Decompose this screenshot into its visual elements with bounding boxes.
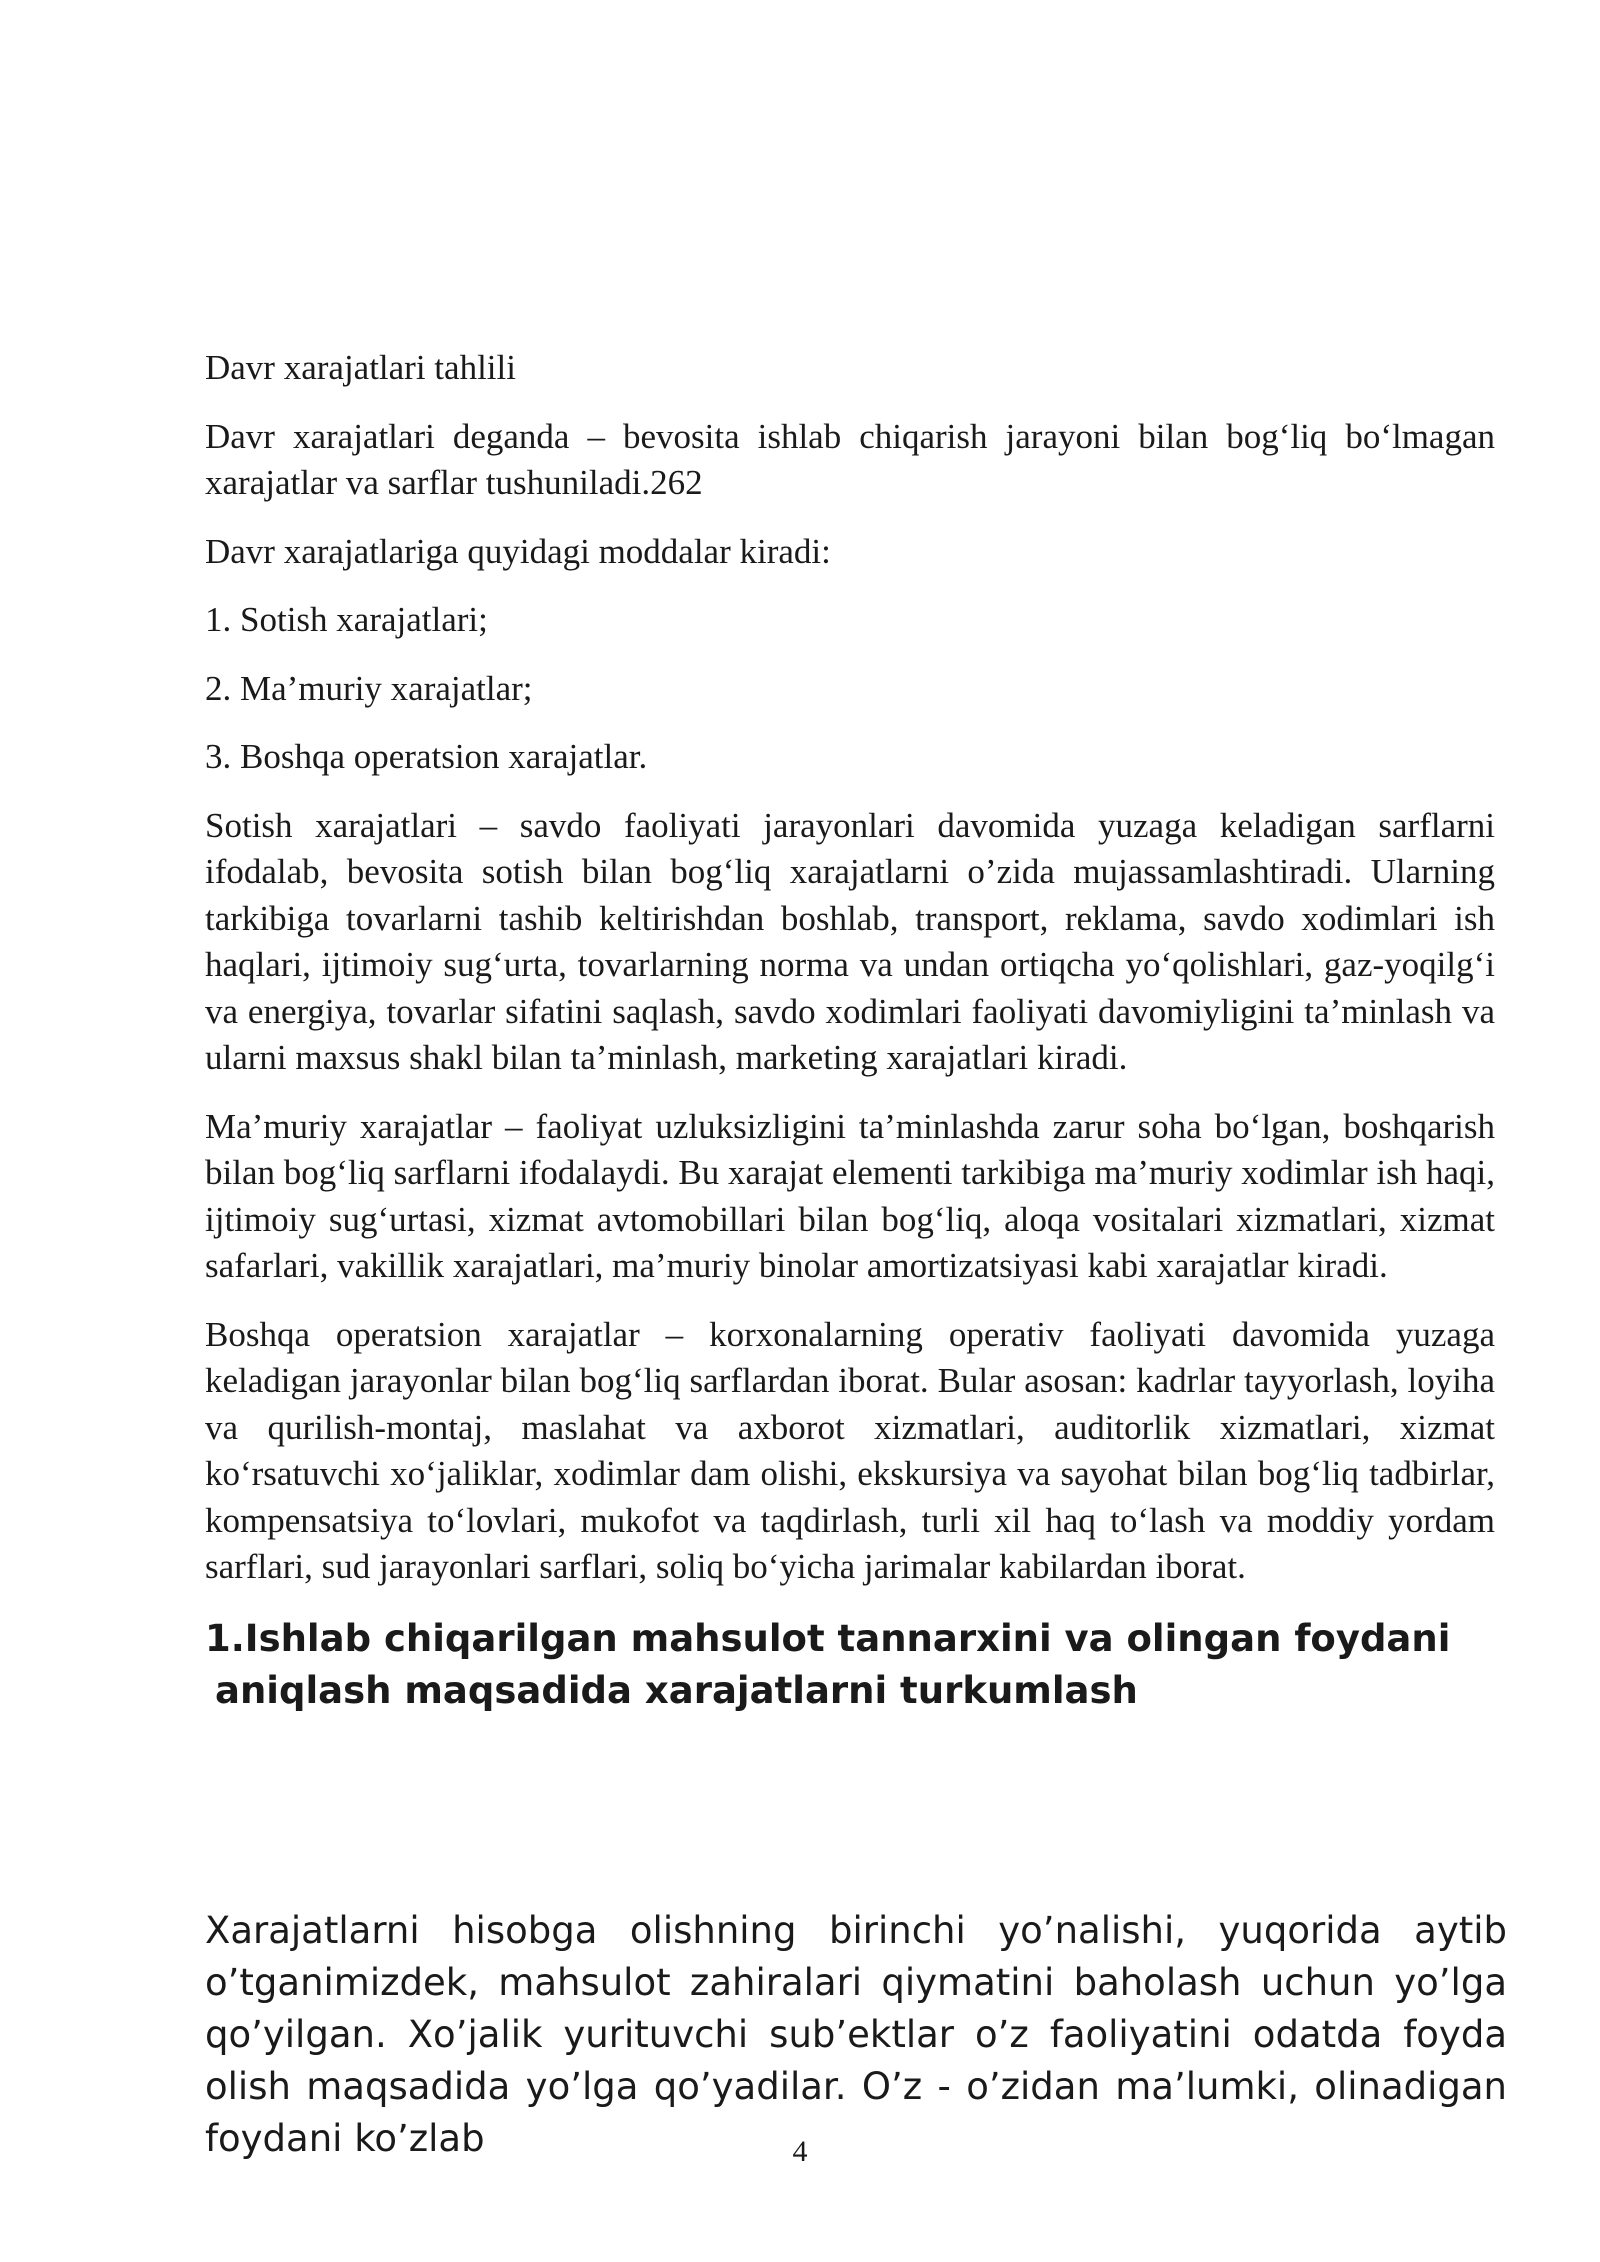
section-title: Davr xarajatlari tahlili [205,348,516,387]
list-intro: Davr xarajatlariga quyidagi moddalar kiradi: [205,531,831,571]
sales-expenses-paragraph: Sotish xarajatlari – savdo faoliyati jarayonlari davomida yuzaga keladigan sarflarni ifodalab, bevosita sotish bilan bog‘liq xarajatlarni o’zida mujassamlashtiradi. Ularning tarkibiga tovarlarni tashib keltirishdan boshlab, transport, reklama, savdo xodimlari ish haqlari, ijtimoiy sug‘urta, tovarlarning norma va undan ortiqcha yo‘qolishlari, gaz-yoqilg‘i va energiya, tovarlar sifatini saqlash, savdo xodimlari faoliyati davomiyligini ta’minlash va ularni maxsus shakl bilan ta’minlash, marketing xarajatlari kiradi. [205,805,1495,1077]
list-item: 1. Sotish xarajatlari; [205,600,488,639]
other-expenses-paragraph: Boshqa operatsion xarajatlar – korxonalarning operativ faoliyati davomida yuzaga keladigan jarayonlar bilan bog‘liq sarflardan iborat. Bular asosan: kadrlar tayyorlash, loyiha va qurilish-montaj, maslahat va axborot xizmatlari, auditorlik xizmatlari, xizmat ko‘rsatuvchi xo‘jaliklar, xodimlar dam olishi, ekskursiya va sayohat bilan bog‘liq tadbirlar, kompensatsiya to‘lovlari, mukofot va taqdirlash, turli xil haq to‘lash va moddiy yordam sarflari, sud jarayonlari sarflari, soliq bo‘yicha jarimalar kabilardan iborat. [205,1314,1495,1586]
admin-expenses-paragraph: Ma’muriy xarajatlar – faoliyat uzluksizligini ta’minlashda zarur soha bo‘lgan, boshqarish bilan bog‘liq sarflarni ifodalaydi. Bu xarajat elementi tarkibiga ma’muriy xodimlar ish haqi, ijtimoiy sug‘urtasi, xizmat avtomobillari bilan bog‘liq, aloqa vositalari xizmatlari, xizmat safarlari, vakillik xarajatlari, ma’muriy binolar amortizatsiyasi kabi xarajatlar kiradi. [205,1106,1495,1285]
page-number: 4 [792,2135,808,2168]
document-body [205,345,1495,1717]
list-item: 3. Boshqa operatsion xarajatlar. [205,737,648,776]
closing-paragraph: Xarajatlarni hisobga olishning birinchi yo’nalishi, yuqorida aytib o’tganimizdek, mahsulot zahiralari qiymatini baholash uchun yo’lga qo’yilgan. Xo’jalik yurituvchi sub’ektlar o’z faoliyatini odatda foyda olish maqsadida yo’lga qo’yadilar. O’z - o’zidan ma’lumki, olinadigan foydani ko’zlab [205,1909,1507,2160]
section-heading [205,1613,1495,1717]
section-heading-line1: 1.Ishlab chiqarilgan mahsulot tannarxini va olingan foydani [205,1616,1451,1660]
definition-paragraph: Davr xarajatlari deganda – bevosita ishlab chiqarish jarayoni bilan bog‘liq bo‘lmagan xarajatlar va sarflar tushuniladi.262 [205,416,1495,502]
list-item: 2. Ma’muriy xarajatlar; [205,668,533,708]
section-heading-line2: aniqlash maqsadida xarajatlarni turkumlash [215,1668,1138,1712]
